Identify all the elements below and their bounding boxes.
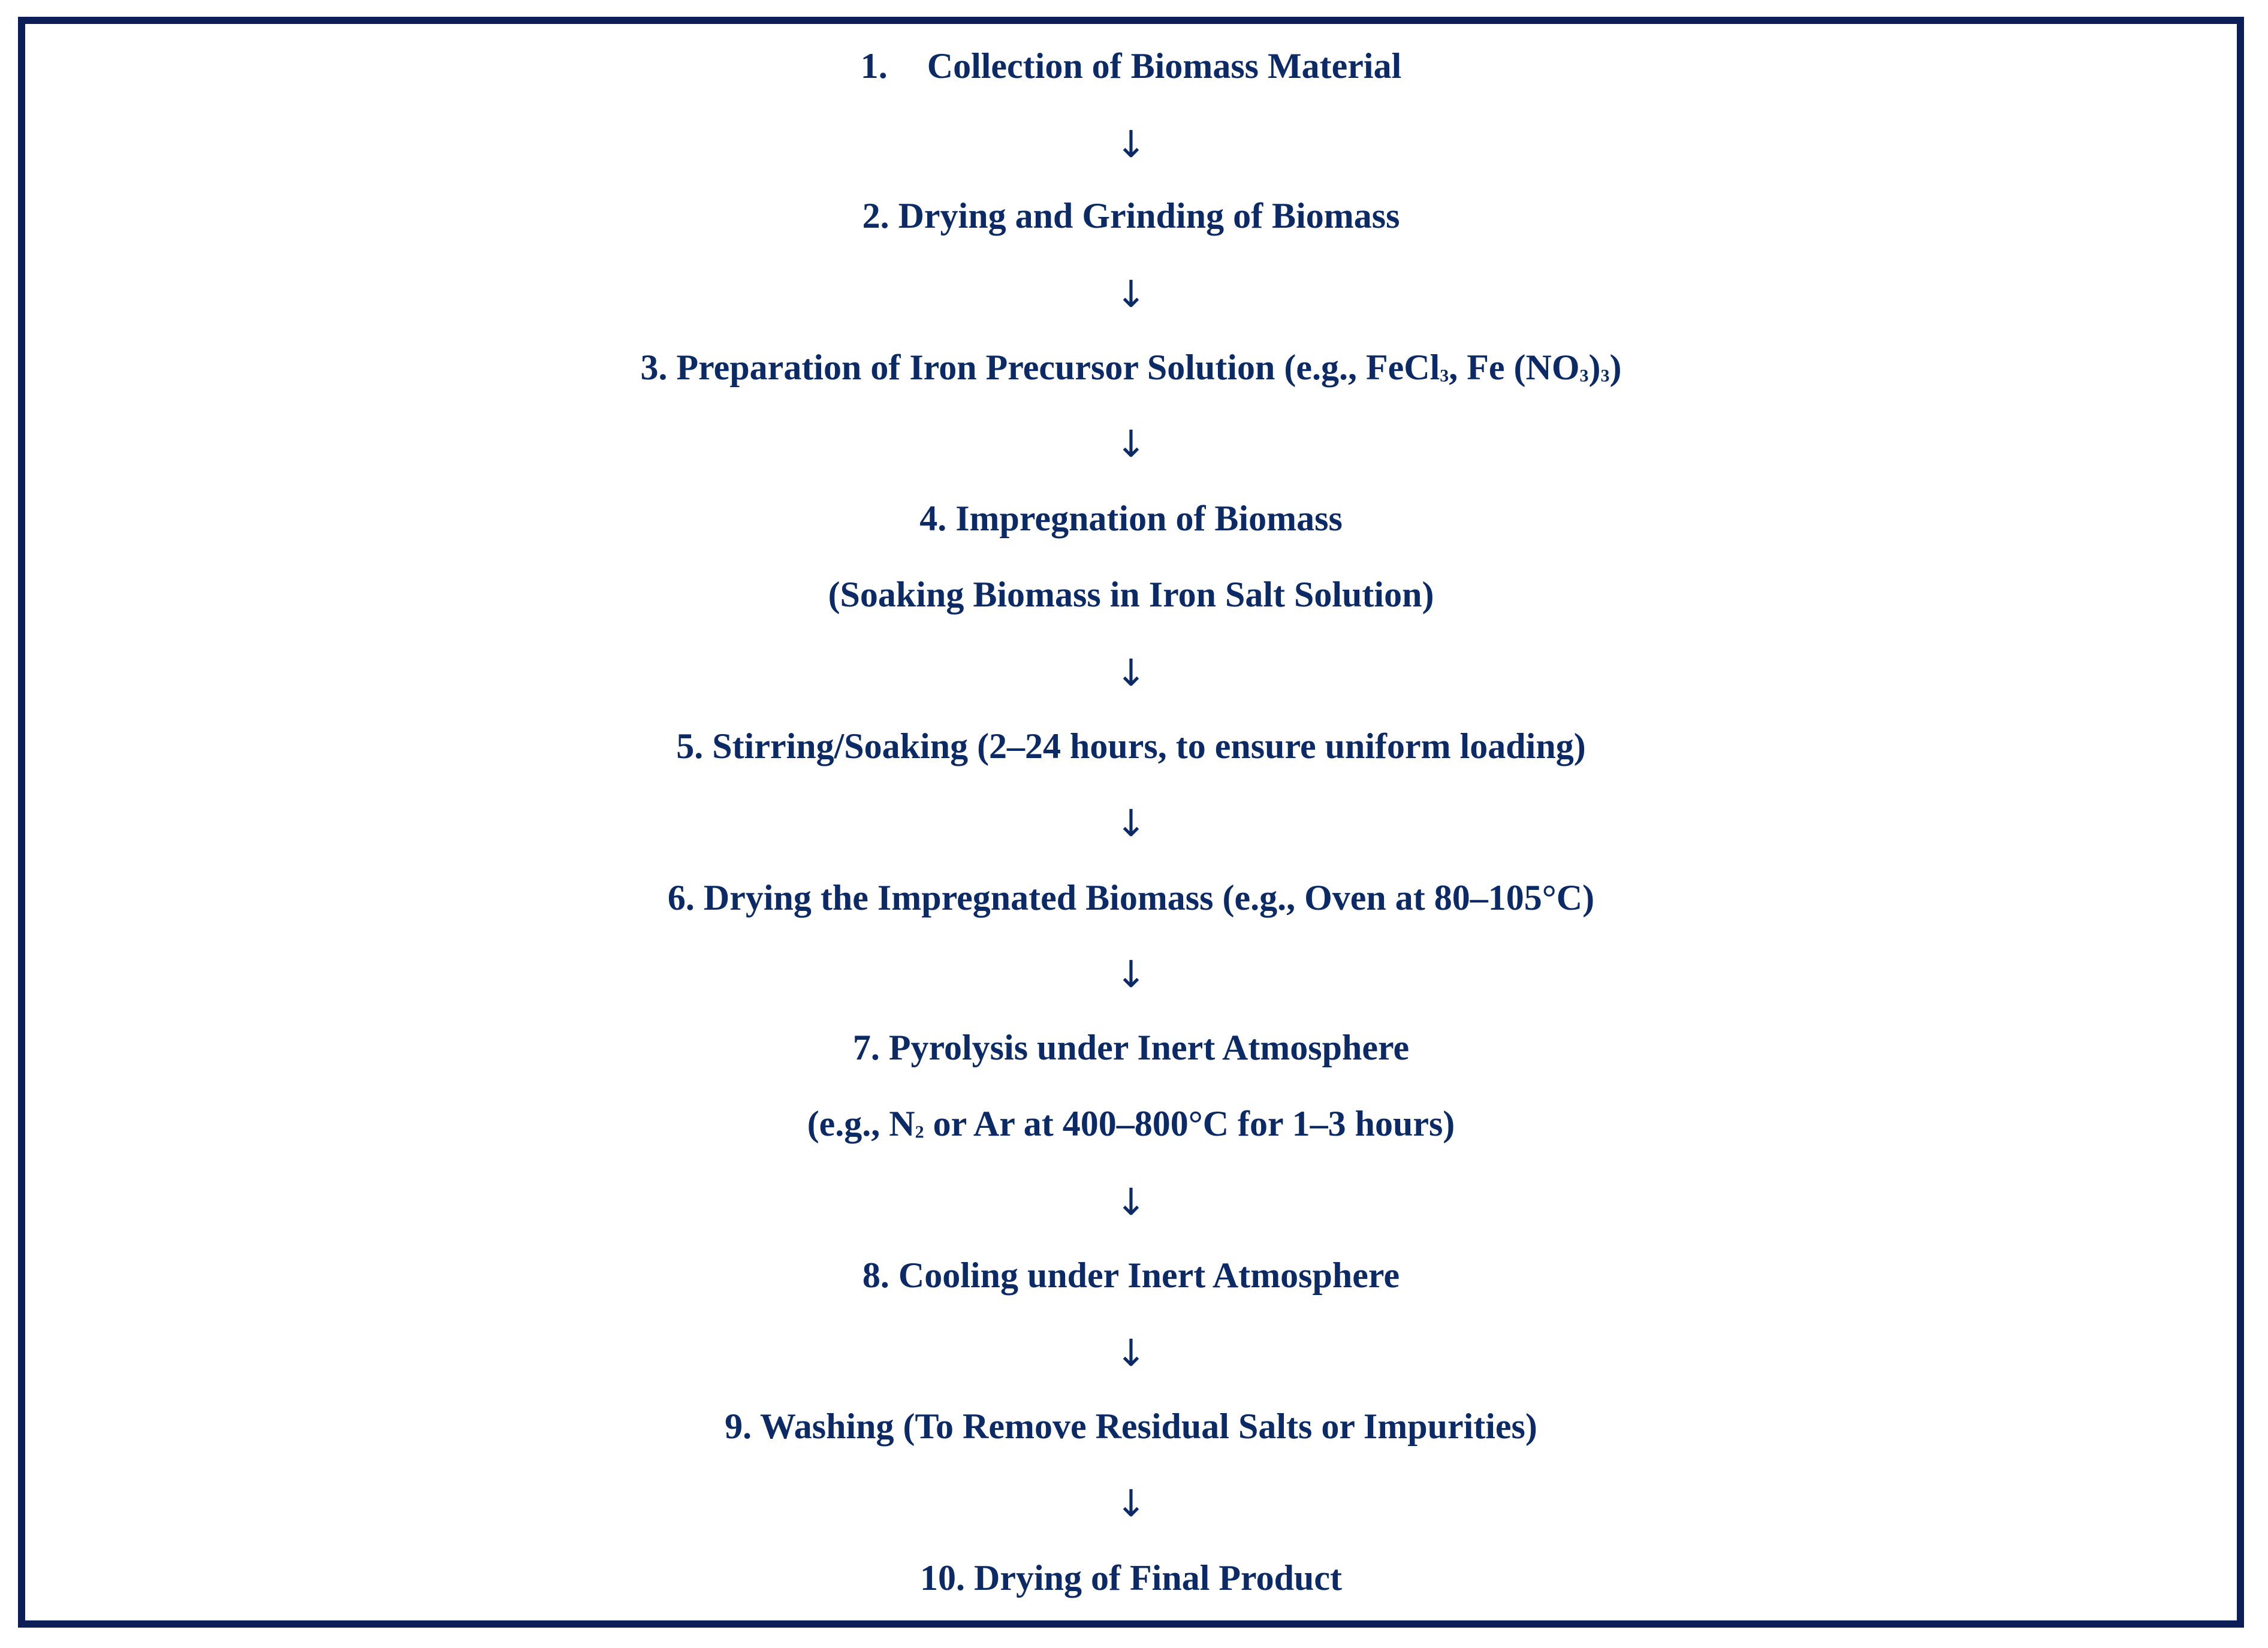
flowchart-frame [18, 17, 2244, 1628]
step-4-title: 4. Impregnation of Biomass [919, 499, 1343, 538]
step-1 [25, 48, 2237, 84]
step-3-text: ) [1609, 348, 1622, 387]
down-arrow-icon: ↓ [1115, 1180, 1147, 1224]
down-arrow-icon: ↓ [1115, 1481, 1147, 1525]
step-1-text: Collection of Biomass Material [927, 46, 1402, 86]
step-10: 10. Drying of Final Product [920, 1558, 1342, 1598]
down-arrow-icon: ↓ [1115, 122, 1147, 166]
step-2: 2. Drying and Grinding of Biomass [862, 196, 1400, 236]
step-9: 9. Washing (To Remove Residual Salts or Impurities) [725, 1406, 1537, 1446]
step-3-subscript: 3 [1600, 366, 1610, 386]
step-3 [25, 349, 2237, 385]
down-arrow-icon: ↓ [1115, 801, 1147, 845]
step-6: 6. Drying the Impregnated Biomass (e.g., Oven at 80–105°C) [667, 878, 1595, 917]
down-arrow-icon: ↓ [1115, 952, 1147, 996]
step-3-subscript: 3 [1579, 366, 1589, 386]
down-arrow-icon: ↓ [1115, 272, 1147, 316]
step-7-subscript: 2 [915, 1122, 924, 1142]
step-4-detail: (Soaking Biomass in Iron Salt Solution) [828, 575, 1434, 614]
step-7-detail-text: (e.g., N [807, 1104, 915, 1143]
step-7-detail [25, 1106, 2237, 1142]
down-arrow-icon: ↓ [1115, 651, 1147, 695]
step-1-number: 1. [860, 46, 888, 86]
step-7-title: 7. Pyrolysis under Inert Atmosphere [852, 1028, 1410, 1067]
step-3-text: 3. Preparation of Iron Precursor Solution (e.g., FeCl [640, 348, 1440, 387]
step-5: 5. Stirring/Soaking (2–24 hours, to ensure uniform loading) [676, 726, 1586, 766]
down-arrow-icon: ↓ [1115, 1331, 1147, 1375]
step-3-text: ) [1588, 348, 1601, 387]
down-arrow-icon: ↓ [1115, 422, 1147, 466]
step-7-detail-text: or Ar at 400–800°C for 1–3 hours) [924, 1104, 1455, 1143]
step-3-text: , Fe (NO [1449, 348, 1580, 387]
step-3-subscript: 3 [1440, 366, 1449, 386]
step-8: 8. Cooling under Inert Atmosphere [862, 1255, 1400, 1295]
